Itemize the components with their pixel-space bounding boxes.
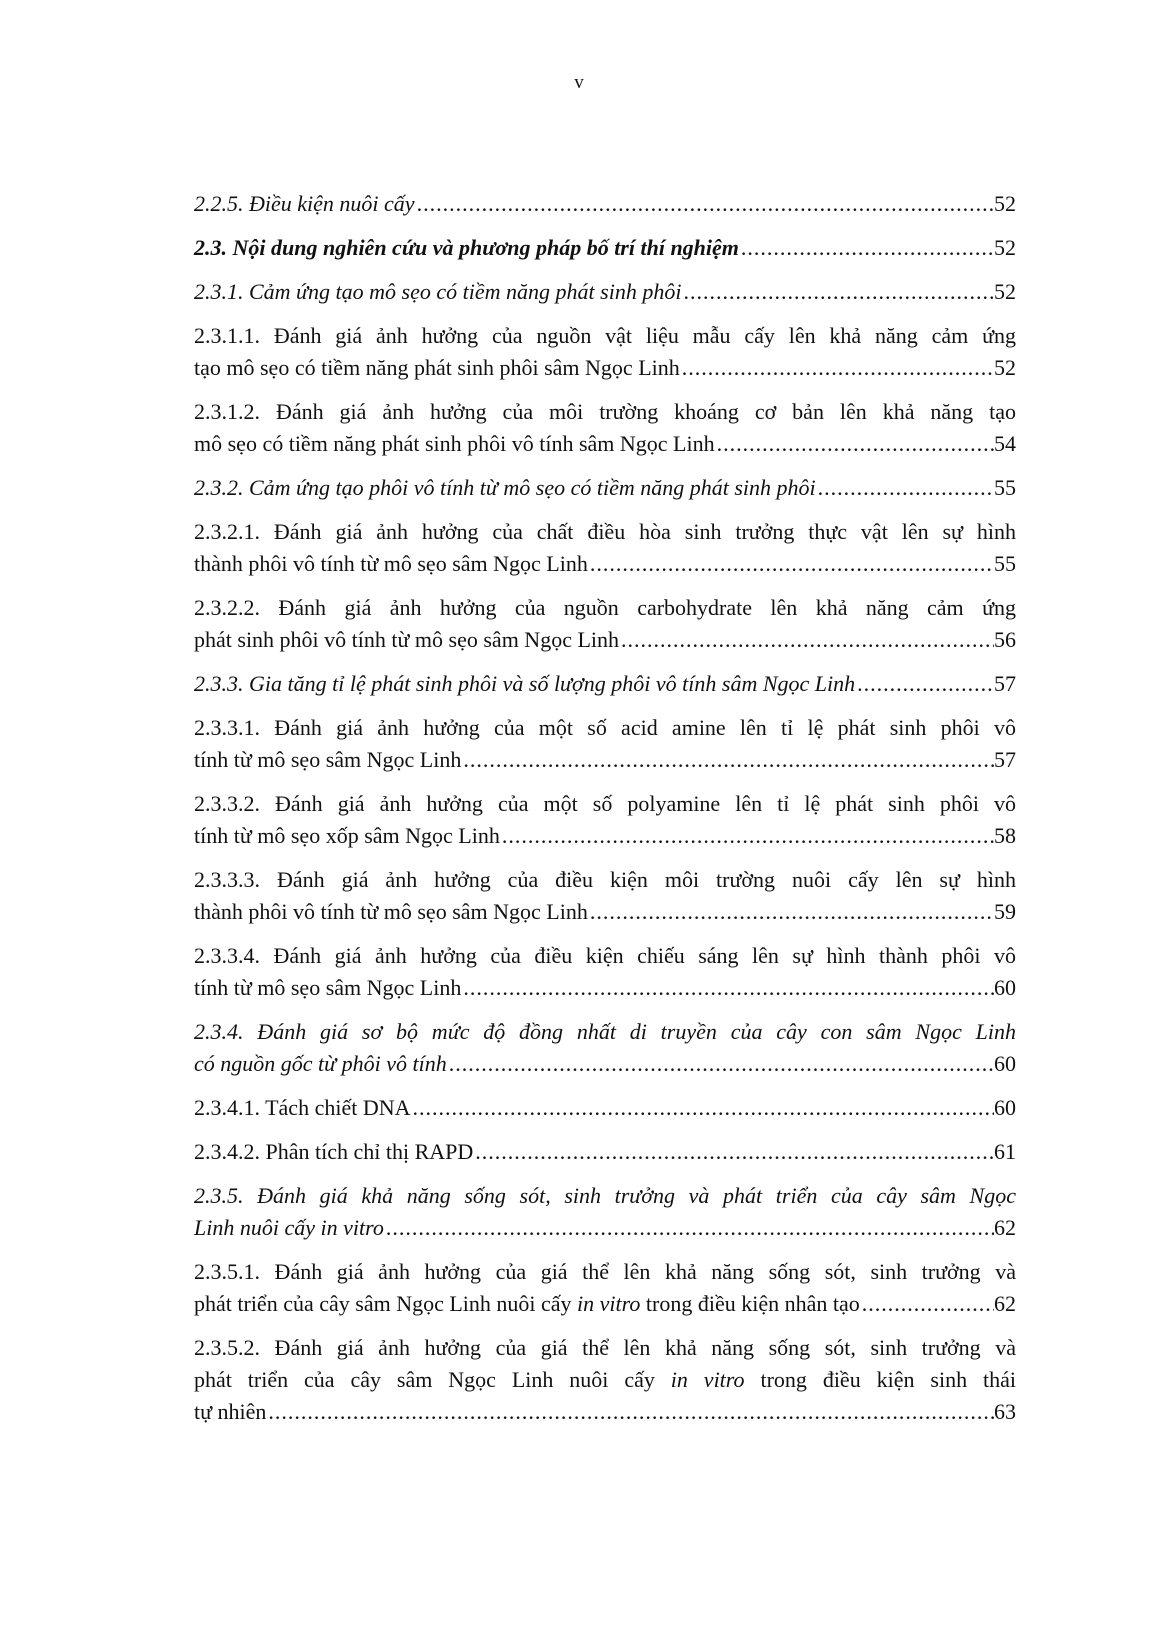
toc-entry[interactable] bbox=[194, 276, 1016, 320]
toc-page-number: 60 bbox=[994, 1095, 1016, 1120]
toc-entry-title-line1: 2.3.1.1. Đánh giá ảnh hưởng của nguồn vật liệu mẫu cấy lên khả năng cảm ứng bbox=[194, 323, 1016, 348]
toc-entry[interactable] bbox=[194, 320, 1016, 396]
table-of-contents bbox=[194, 188, 1016, 1436]
toc-entry[interactable] bbox=[194, 1256, 1016, 1332]
toc-entry-title-line1: 2.3.3.4. Đánh giá ảnh hưởng của điều kiện chiếu sáng lên sự hình thành phôi vô bbox=[194, 943, 1016, 968]
dot-leader bbox=[415, 188, 994, 220]
toc-entry[interactable] bbox=[194, 396, 1016, 472]
toc-entry-title-line1: 2.3.3.1. Đánh giá ảnh hưởng của một số acid amine lên tỉ lệ phát sinh phôi vô bbox=[194, 715, 1016, 740]
toc-page-number: 57 bbox=[994, 671, 1016, 696]
toc-entry-title: 2.2.5. Điều kiện nuôi cấy bbox=[194, 191, 415, 216]
toc-entry-title-line2: tính từ mô sẹo sâm Ngọc Linh bbox=[194, 747, 462, 772]
toc-text-part: trong điều kiện sinh thái bbox=[744, 1367, 1016, 1392]
dot-leader bbox=[473, 1136, 994, 1168]
toc-entry-title-line1: 2.3.5. Đánh giá khả năng sống sót, sinh trưởng và phát triển của cây sâm Ngọc bbox=[194, 1183, 1016, 1208]
dot-leader bbox=[461, 744, 994, 776]
dot-leader bbox=[447, 1048, 994, 1080]
toc-entry[interactable] bbox=[194, 864, 1016, 940]
toc-page-number: 62 bbox=[994, 1215, 1016, 1240]
toc-entry-title: 2.3. Nội dung nghiên cứu và phương pháp bố trí thí nghiệm bbox=[194, 235, 739, 260]
toc-page-number: 52 bbox=[994, 235, 1016, 260]
toc-text-italic: in vitro bbox=[670, 1367, 745, 1392]
toc-entry-title-line2: mô sẹo có tiềm năng phát sinh phôi vô tính sâm Ngọc Linh bbox=[194, 431, 715, 456]
toc-entry-title-line1: 2.3.2.1. Đánh giá ảnh hưởng của chất điều hòa sinh trưởng thực vật lên sự hình bbox=[194, 519, 1016, 544]
toc-text-part: phát triển của cây sâm Ngọc Linh nuôi cấy bbox=[194, 1367, 671, 1392]
toc-entry-title-line1: 2.3.5.1. Đánh giá ảnh hưởng của giá thể lên khả năng sống sót, sinh trưởng và bbox=[194, 1259, 1016, 1284]
toc-page-number: 52 bbox=[994, 191, 1016, 216]
toc-entry[interactable] bbox=[194, 1332, 1016, 1436]
toc-entry[interactable] bbox=[194, 788, 1016, 864]
toc-entry-title-line2: phát sinh phôi vô tính từ mô sẹo sâm Ngọc Linh bbox=[194, 627, 620, 652]
toc-entry-title: 2.3.4.1. Tách chiết DNA bbox=[194, 1095, 411, 1120]
toc-entry[interactable] bbox=[194, 940, 1016, 1016]
toc-page-number: 63 bbox=[994, 1399, 1016, 1424]
dot-leader bbox=[860, 1288, 994, 1320]
toc-page-number: 57 bbox=[994, 747, 1016, 772]
toc-text-italic: in vitro bbox=[577, 1291, 641, 1316]
toc-page-number: 55 bbox=[994, 475, 1016, 500]
toc-entry-title-line1: 2.3.1.2. Đánh giá ảnh hưởng của môi trường khoáng cơ bản lên khả năng tạo bbox=[194, 399, 1016, 424]
toc-entry-title-line2: tính từ mô sẹo xốp sâm Ngọc Linh bbox=[194, 823, 500, 848]
toc-entry-title-line2: Linh nuôi cấy in vitro bbox=[194, 1215, 384, 1240]
dot-leader bbox=[266, 1396, 994, 1428]
dot-leader bbox=[500, 820, 994, 852]
toc-entry-title-line1: 2.3.4. Đánh giá sơ bộ mức độ đồng nhất di truyền của cây con sâm Ngọc Linh bbox=[194, 1019, 1016, 1044]
toc-entry[interactable] bbox=[194, 188, 1016, 232]
toc-page-number: 60 bbox=[994, 1051, 1016, 1076]
dot-leader bbox=[681, 276, 994, 308]
dot-leader bbox=[715, 428, 994, 460]
toc-entry-title: 2.3.3. Gia tăng tỉ lệ phát sinh phôi và số lượng phôi vô tính sâm Ngọc Linh bbox=[194, 671, 856, 696]
toc-entry-title: 2.3.2. Cảm ứng tạo phôi vô tính từ mô sẹo có tiềm năng phát sinh phôi bbox=[194, 475, 816, 500]
toc-entry-title-line2 bbox=[194, 1288, 860, 1320]
dot-leader bbox=[461, 972, 994, 1004]
toc-page-number: 56 bbox=[994, 627, 1016, 652]
toc-entry[interactable] bbox=[194, 1092, 1016, 1136]
toc-entry-title-line2: thành phôi vô tính từ mô sẹo sâm Ngọc Linh bbox=[194, 899, 588, 924]
toc-entry[interactable] bbox=[194, 1136, 1016, 1180]
toc-text-part: trong điều kiện nhân tạo bbox=[640, 1291, 860, 1316]
toc-entry[interactable] bbox=[194, 668, 1016, 712]
toc-entry[interactable] bbox=[194, 1180, 1016, 1256]
toc-entry-title-line1: 2.3.3.2. Đánh giá ảnh hưởng của một số polyamine lên tỉ lệ phát sinh phôi vô bbox=[194, 791, 1016, 816]
toc-page-number: 61 bbox=[994, 1139, 1016, 1164]
toc-entry-title-line1: 2.3.3.3. Đánh giá ảnh hưởng của điều kiện môi trường nuôi cấy lên sự hình bbox=[194, 867, 1016, 892]
toc-page-number: 55 bbox=[994, 551, 1016, 576]
toc-entry-title-line2: thành phôi vô tính từ mô sẹo sâm Ngọc Linh bbox=[194, 551, 588, 576]
toc-entry[interactable] bbox=[194, 712, 1016, 788]
toc-entry[interactable] bbox=[194, 516, 1016, 592]
toc-entry-title: 2.3.4.2. Phân tích chỉ thị RAPD bbox=[194, 1139, 474, 1164]
dot-leader bbox=[411, 1092, 995, 1124]
dot-leader bbox=[384, 1212, 994, 1244]
toc-entry[interactable] bbox=[194, 232, 1016, 276]
toc-entry[interactable] bbox=[194, 472, 1016, 516]
dot-leader bbox=[588, 896, 994, 928]
toc-page-number: 58 bbox=[994, 823, 1016, 848]
page-number: v bbox=[574, 72, 584, 93]
dot-leader bbox=[588, 548, 994, 580]
toc-page-number: 59 bbox=[994, 899, 1016, 924]
toc-text-part: phát triển của cây sâm Ngọc Linh nuôi cấy bbox=[194, 1291, 578, 1316]
toc-entry-title-line3: tự nhiên bbox=[194, 1399, 267, 1424]
toc-entry-title-line1: 2.3.5.2. Đánh giá ảnh hưởng của giá thể lên khả năng sống sót, sinh trưởng và bbox=[194, 1335, 1016, 1360]
dot-leader bbox=[816, 472, 994, 504]
toc-page-number: 54 bbox=[994, 431, 1016, 456]
toc-entry-title-line2 bbox=[194, 1364, 1016, 1396]
toc-page-number: 52 bbox=[994, 279, 1016, 304]
toc-entry[interactable] bbox=[194, 592, 1016, 668]
toc-page-number: 62 bbox=[994, 1291, 1016, 1316]
toc-entry-title-line1: 2.3.2.2. Đánh giá ảnh hưởng của nguồn carbohydrate lên khả năng cảm ứng bbox=[194, 595, 1016, 620]
dot-leader bbox=[739, 232, 994, 264]
toc-entry[interactable] bbox=[194, 1016, 1016, 1092]
toc-entry-title: 2.3.1. Cảm ứng tạo mô sẹo có tiềm năng phát sinh phôi bbox=[194, 279, 682, 304]
toc-entry-title-line2: tính từ mô sẹo sâm Ngọc Linh bbox=[194, 975, 462, 1000]
toc-entry-title-line2: tạo mô sẹo có tiềm năng phát sinh phôi sâm Ngọc Linh bbox=[194, 355, 680, 380]
dot-leader bbox=[619, 624, 994, 656]
dot-leader bbox=[680, 352, 994, 384]
dot-leader bbox=[855, 668, 994, 700]
toc-page-number: 60 bbox=[994, 975, 1016, 1000]
toc-entry-title-line2: có nguồn gốc từ phôi vô tính bbox=[194, 1051, 447, 1076]
toc-page-number: 52 bbox=[994, 355, 1016, 380]
